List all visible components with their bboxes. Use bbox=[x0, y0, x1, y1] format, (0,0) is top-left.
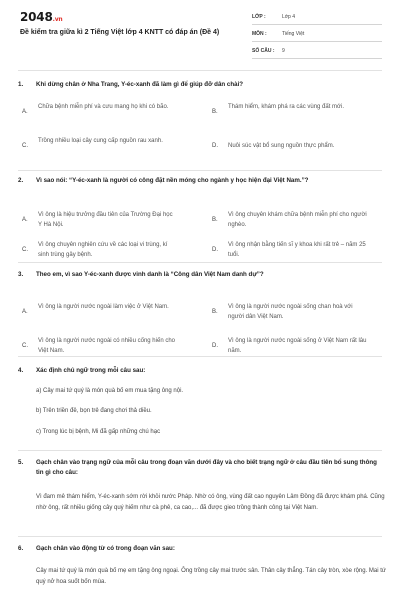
divider bbox=[18, 70, 382, 71]
question-1: 1. Khi dừng chân ở Nha Trang, Y-éc-xanh đã làm gì để giúp đỡ dân chài? A. Chữa bệnh miễn phí và cưu mang họ khi có bão. B. Thám hiểm, khám phá ra các vùng đất mới. C. Trồng nhiều loại cây cung cấp nguồn rau xanh. D. Nuôi súc vật bổ sung nguồn thực phẩm. bbox=[18, 81, 344, 149]
question-3: 3. Theo em, vì sao Y-éc-xanh được vinh danh là “Công dân Việt Nam danh dự”? A. Vì ông là người nước ngoài làm việc ở Việt Nam. B. Vì ông là người nước ngoài sống chan hoà với người dân Việt Nam. C. Vì ông là người nước ngoài có nhiều cống hiến cho Việt Nam. D. Vì ông là người nước ngoài sống ở Việt Nam rất lâu năm. bbox=[18, 271, 367, 354]
question-4: 4. Xác định chủ ngữ trong mỗi câu sau: a) Cây mai tứ quý là món quà bố em mua tặng ông nội. b) Trên triền đê, bọn trẻ đang chơi thả diều. c) Trong lúc bị bệnh, Mi đã gấp những chú hạc bbox=[18, 367, 184, 435]
divider bbox=[18, 262, 382, 263]
item-a: a) Cây mai tứ quý là món quà bố em mua tặng ông nội. bbox=[36, 388, 184, 394]
question-text: Khi dừng chân ở Nha Trang, Y-éc-xanh đã làm gì để giúp đỡ dân chài? bbox=[36, 81, 244, 88]
question-6: 6. Gạch chân vào động từ có trong đoạn văn sau: Cây mai tứ quý là món quà bố mẹ em tặng ông ngoại. Ông trồng cây mai trước sân. Thân cây thẳng. Tán cây tròn, xòe rộng. Mai tứ quý nở hoa suốt bốn mùa. bbox=[18, 544, 382, 600]
question-text: Xác định chủ ngữ trong mỗi câu sau: bbox=[36, 367, 146, 374]
question-5: 5. Gạch chân vào trạng ngữ của mỗi câu trong đoạn văn dưới đây và cho biết trạng ngữ ở câu đầu tiên bổ sung thông tin gì cho câu: Vì đam mê thám hiểm, Y-éc-xanh sớm rời khỏi nước Pháp. Nhờ có ông, vùng đất cao nguyên Lâm Đồng đã được khám phá. Cũng nhờ ông, rất nhiều giống cây quý hiếm như cà phê, ca cao,... đã được gieo trồng thành công tại Việt Nam. bbox=[18, 458, 382, 538]
document-header bbox=[0, 0, 400, 64]
document-meta bbox=[252, 10, 382, 59]
question-text: Gạch chân vào trạng ngữ của mỗi câu trong đoạn văn dưới đây và cho biết trạng ngữ ở câu đầu tiên bổ sung thông tin gì cho câu: bbox=[36, 459, 377, 476]
meta-grade: LỚP : Lớp 4 bbox=[252, 10, 382, 25]
meta-subject: MÔN : Tiếng Việt bbox=[252, 27, 382, 42]
meta-question-count: SỐ CÂU : 9 bbox=[252, 44, 382, 59]
question-text: Vì sao nói: “Y-éc-xanh là người có công đặt nền móng cho ngành y học hiện đại Việt Nam.”? bbox=[36, 177, 309, 184]
question-text: Gạch chân vào động từ có trong đoạn văn sau: bbox=[36, 545, 175, 552]
item-b: b) Trên triền đê, bọn trẻ đang chơi thả diều. bbox=[36, 408, 152, 414]
item-c: c) Trong lúc bị bệnh, Mi đã gấp những chú hạc bbox=[36, 429, 161, 435]
question-text: Theo em, vì sao Y-éc-xanh được vinh danh là “Công dân Việt Nam danh dự”? bbox=[36, 271, 264, 278]
site-logo[interactable]: 2048.vn bbox=[20, 10, 63, 24]
question-2: 2. Vì sao nói: “Y-éc-xanh là người có công đặt nền móng cho ngành y học hiện đại Việt Nam.”? A. Vì ông là hiệu trưởng đầu tiên của Trường Đại học Y Hà Nội. B. Vì ông chuyên khám chữa bệnh miễn phí cho người nghèo. C. Vì ông chuyên nghiên cứu về các loại vi trùng, kí sinh trùng gây bệnh. D. Vì ông nhận bằng tiến sĩ y khoa khi rất trẻ – năm 25 tuổi. bbox=[18, 177, 367, 258]
passage: Cây mai tứ quý là món quà bố mẹ em tặng ông ngoại. Ông trồng cây mai trước sân. Thân cây thẳng. Tán cây tròn, xòe rộng. Mai tứ quý nở hoa suốt bốn mùa. bbox=[36, 568, 386, 585]
passage: Vì đam mê thám hiểm, Y-éc-xanh sớm rời khỏi nước Pháp. Nhờ có ông, vùng đất cao nguyên Lâm Đồng đã được khám phá. Cũng nhờ ông, rất nhiều giống cây quý hiếm như cà phê, ca cao,... đã được gieo trồng thành công tại Việt Nam. bbox=[36, 494, 385, 511]
divider bbox=[18, 450, 382, 451]
divider bbox=[18, 356, 382, 357]
divider bbox=[18, 536, 382, 537]
document-title: Đề kiểm tra giữa kì 2 Tiếng Việt lớp 4 KNTT có đáp án (Đề 4) bbox=[20, 29, 220, 36]
divider bbox=[18, 170, 382, 171]
